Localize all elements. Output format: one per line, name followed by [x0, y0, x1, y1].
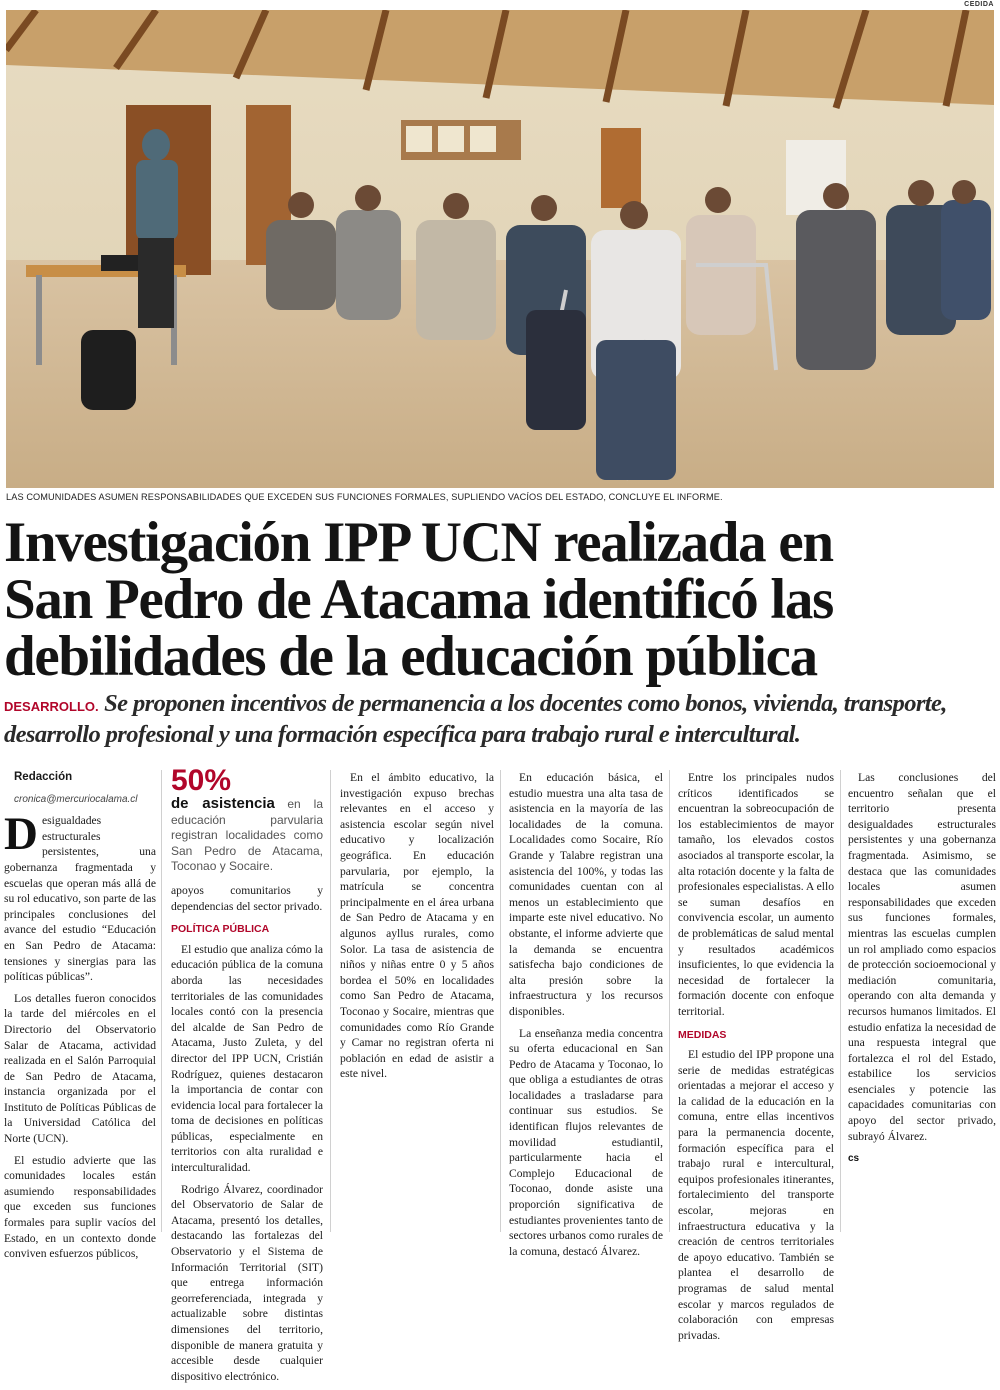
subhead-politica-publica: POLÍTICA PÚBLICA	[171, 923, 270, 936]
column-rule	[669, 770, 670, 1232]
byline-email: cronica@mercuriocalama.cl	[14, 793, 138, 805]
byline-author: Redacción	[14, 771, 73, 783]
body-paragraph-12: Las conclusiones del encuentro señalan que el territorio presenta desigualdades estructurales persistentes y una gobernanza fragmentada. Asimismo, se destaca que las comunidades locales asumen responsabilidades que exceden sus funciones formales, mientras las escuelas cumplen un rol ampliado como espacios de protección socioemocional y mediación comunitaria, operando con alta demanda y recursos humanos limitados. El estudio enfatiza la necesidad de una respuesta integral que fortalezca el rol del Estado, estabilice los servicios esenciales y potencie las capacidades comunitarias con apoyo del sector privado, subrayó Álvarez.	[848, 771, 996, 1143]
column-rule	[161, 770, 162, 1232]
column-2	[171, 766, 323, 1390]
column-3	[340, 770, 494, 1088]
headline	[4, 511, 994, 688]
body-paragraph-1	[4, 808, 156, 985]
end-mark: cs	[848, 1153, 860, 1165]
body-paragraph-2: Los detalles fueron conocidos la tarde del miércoles en el Directorio del Observatorio Salar de Atacama, actividad realizada en el Salón Parroquial de San Pedro de Atacama, instancia organizada por el Instituto de Políticas Públicas de la Universidad Católica del Norte (UCN).	[4, 991, 156, 1146]
body-paragraph-5: El estudio que analiza cómo la educación pública de la comuna aborda las necesidades territoriales de las comunidades locales contó con la presencia del alcalde de San Pedro de Atacama, Justo Zuleta, y del director del IPP UCN, Cristián Rodríguez, quienes destacaron la importancia de contar con evidencia local para fortalecer la toma de decisiones en políticas públicas, especialmente en territorios con alta ruralidad e interculturalidad.	[171, 942, 323, 1175]
deck	[4, 690, 996, 749]
column-rule	[840, 770, 841, 1232]
headline-line-1: Investigación IPP UCN realizada en	[4, 511, 833, 574]
stat-value: 50%	[171, 764, 232, 797]
body-paragraph-4: apoyos comunitarios y dependencias del sector privado.	[171, 883, 323, 913]
column-6	[848, 770, 996, 1167]
column-1	[4, 770, 156, 1268]
headline-line-3: debilidades de la educación pública	[4, 625, 817, 688]
column-5	[678, 770, 834, 1349]
body-paragraph-3: El estudio advierte que las comunidades locales están asumiendo responsabilidades que exceden sus funciones formales para suplir vacíos del Estado, en un contexto donde conviven esfuerzos públicos,	[4, 1153, 156, 1261]
photo-caption: LAS COMUNIDADES ASUMEN RESPONSABILIDADES QUE EXCEDEN SUS FUNCIONES FORMALES, SUPLIENDO VACÍOS DEL ESTADO, CONCLUYE EL INFORME.	[6, 492, 723, 502]
drop-cap: D	[4, 808, 38, 861]
stat-callout	[171, 766, 323, 875]
body-paragraph-1-text: esigualdades estructurales persistentes, una gobernanza fragmentada y escuelas que operan más allá de su rol educativo, son parte de las principales conclusiones del avance del estudio “Educación en San Pedro de Atacama: tensiones y sinergias para las políticas públicas”.	[4, 814, 156, 984]
meeting-room-photo	[6, 10, 994, 488]
photo-credit: CEDIDA	[964, 1, 994, 8]
stat-label: de asistencia	[171, 795, 275, 812]
deck-text: Se proponen incentivos de permanencia a los docentes como bonos, vivienda, transporte, desarrollo profesional y una formación específica para trabajo rural e intercultural.	[4, 690, 947, 748]
body-paragraph-6a: Rodrigo Álvarez, coordinador del Observatorio de Salar de Atacama, presentó los detalles, destacando las fortalezas del Observatorio y el Sistema de Información Territorial (SIT) que entrega información georreferenciada, integrada y actualizable sobre distintas dimensiones del territorio, disponible de manera gratuita y accesible desde cualquier dispositivo electrónico.	[171, 1182, 323, 1383]
article-photo	[6, 10, 994, 488]
body-paragraph-8: En educación básica, el estudio muestra una alta tasa de asistencia en la mayoría de las localidades de la comuna. Localidades como Socaire, Río Grande y Talabre registran una asistencia del 100%, y todas las comunidades cuentan con al menos un establecimiento que imparte este nivel educativo. No obstante, el informe advierte que la demanda se encuentra satisfecha bajo condiciones de alta presión sobre la infraestructura y los recursos disponibles.	[509, 771, 663, 1018]
column-rule	[500, 770, 501, 1232]
stat-text: en la educación parvularia registran localidades como San Pedro de Atacama, Toconao y Socaire.	[171, 797, 323, 874]
column-rule	[330, 770, 331, 1232]
column-4	[509, 770, 663, 1265]
headline-line-2: San Pedro de Atacama identificó las	[4, 568, 834, 631]
body-paragraph-10: Entre los principales nudos críticos identificados se encuentran la sobreocupación de los establecimientos de mayor tamaño, los elevados costos asociados al transporte escolar, la alta rotación docente y la falta de profesionales especialistas. A ello se suman desafíos en convivencia escolar, un aumento de problemáticas de salud mental y resultados académicos insuficientes, lo que evidencia la necesidad de fortalecer la formación docente con enfoque territorial.	[678, 771, 834, 1018]
body-paragraph-7: En el ámbito educativo, la investigación expuso brechas relevantes en el acceso y asistencia escolar según nivel educativo y localización geográfica. En educación parvularia, por ejemplo, la matrícula se concentra principalmente en el área urbana de San Pedro de Atacama y en algunos ayllus rurales, como Solor. La tasa de asistencia de niños y niñas entre 0 y 5 años bordea el 50% en localidades como San Pedro de Atacama, Toconao y Socaire, mientras que comunidades como Río Grande y Camar no registran oferta ni población en edad de asistir a este nivel.	[340, 771, 494, 1081]
body-paragraph-9: La enseñanza media concentra su oferta educacional en San Pedro de Atacama y Toconao, lo que obliga a estudiantes de otras localidades a trasladarse para continuar sus estudios. Se identifican flujos relevantes de movilidad estudiantil, particularmente hacia el Complejo Educacional de Toconao, donde asiste una proporción significativa de estudiantes provenientes tanto de sectores urbanos como rurales de la comuna, destacó Álvarez.	[509, 1026, 663, 1258]
deck-kicker: DESARROLLO.	[4, 699, 99, 714]
body-paragraph-11: El estudio del IPP propone una serie de medidas estratégicas orientadas a mejorar el acceso y la calidad de la educación en la comuna, entre ellas incentivos para la permanencia docente, formación específica para el trabajo rural e intercultural, equipos profesionales itinerantes, fortalecimiento del transporte escolar, mejoras en infraestructura educativa y la creación de centros territoriales de apoyo educativo. También se plantea el desarrollo de programas de salud mental escolar y marcos regulados de colaboración con empresas privadas.	[678, 1048, 834, 1342]
subhead-medidas: MEDIDAS	[678, 1028, 727, 1041]
